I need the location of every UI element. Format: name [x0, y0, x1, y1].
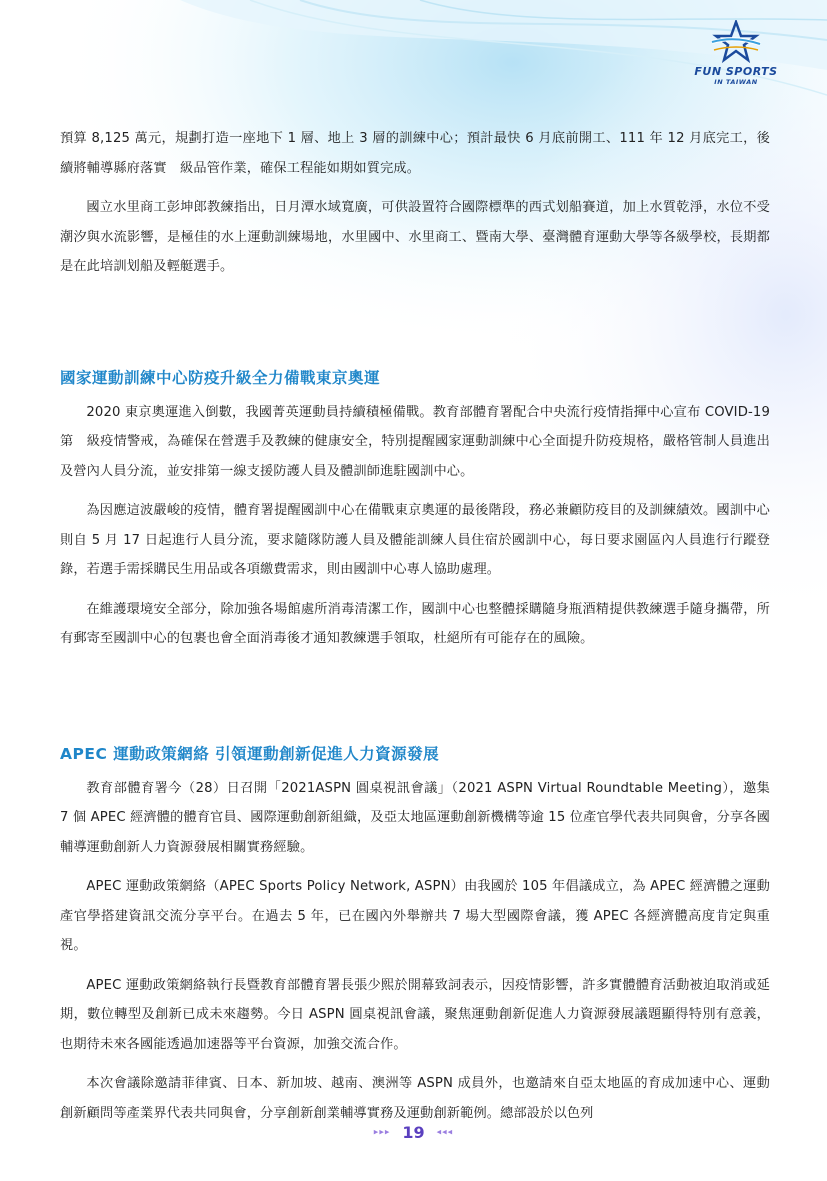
- paragraph-director-speech: APEC 運動政策網絡執行長暨教育部體育署長張少熙於開幕致詞表示，因疫情影響，許多實體體育活動被迫取消或延期，數位轉型及創新已成未來趨勢。今日 ASPN 圓桌視訊會議，聚焦運動創新促進人力資源發展議題顯得特別有意義，也期待未來各國能透過加速器等平台資源，加強交流合作。: [60, 977, 770, 1052]
- page-footer: [0, 1122, 827, 1142]
- section-heading-apec: APEC 運動政策網絡 引領運動創新促進人力資源發展: [60, 744, 440, 763]
- paragraph-epidemic-response: 為因應這波嚴峻的疫情，體育署提醒國訓中心在備戰東京奧運的最後階段，務必兼顧防疫目的及訓練績效。國訓中心則自 5 月 17 日起進行人員分流，要求隨隊防護人員及體能訓練人員住宿於國訓中心，每日要求園區內人員進行行蹤登錄，若選手需採購民生用品或各項繳費需求，則由國訓中心專人協助處理。: [60, 503, 770, 577]
- section-heading-training-center: 國家運動訓練中心防疫升級全力備戰東京奧運: [60, 368, 381, 387]
- paragraph-budget: 預算 8,125 萬元，規劃打造一座地下 1 層、地上 3 層的訓練中心；預計最快 6 月底前開工、111 年 12 月底完工，後續將輔導縣府落實 級品管作業，確保工程能如期如質完成。: [60, 131, 770, 176]
- paragraph-participants: 本次會議除邀請菲律賓、日本、新加坡、越南、澳洲等 ASPN 成員外，也邀請來自亞太地區的育成加速中心、運動創新顧問等產業界代表共同與會，分享創新創業輔導實務及運動創新範例。總部設於以色列: [60, 1076, 770, 1121]
- logo-text-fun-sports: FUN SPORTS: [694, 65, 778, 78]
- arrows-left-icon: ▸▸▸: [373, 1127, 391, 1138]
- star-runner-icon: [708, 20, 764, 66]
- paragraph-aspn-meeting: 教育部體育署今（28）日召開「2021ASPN 圓桌視訊會議」（2021 ASPN Virtual Roundtable Meeting），邀集 7 個 APEC 經濟體的體育官員、國際運動創新組織，及亞太地區運動創新機構等逾 15 位產官學代表共同與會，分享各國輔導運動創新人力資源發展相關實務經驗。: [60, 780, 770, 855]
- fun-sports-logo: [686, 20, 786, 92]
- paragraph-coach-statement: 國立水里商工彭坤郎教練指出，日月潭水域寬廣，可供設置符合國際標準的西式划船賽道，加上水質乾淨，水位不受潮汐與水流影響，是極佳的水上運動訓練場地，水里國中、水里商工、暨南大學、臺灣體育運動大學等各級學校，長期都是在此培訓划船及輕艇選手。: [60, 200, 770, 274]
- article-body: [60, 124, 770, 1138]
- paragraph-aspn-background: APEC 運動政策網絡（APEC Sports Policy Network, ASPN）由我國於 105 年倡議成立，為 APEC 經濟體之運動產官學搭建資訊交流分享平台。在過去 5 年，已在國內外舉辦共 7 場大型國際會議，獲 APEC 各經濟體高度肯定與重視。: [60, 879, 770, 953]
- logo-text-in-taiwan: IN TAIWAN: [714, 78, 758, 86]
- arrows-right-icon: ◂◂◂: [436, 1127, 454, 1138]
- paragraph-tokyo-olympics: 2020 東京奧運進入倒數，我國菁英運動員持續積極備戰。教育部體育署配合中央流行疫情指揮中心宣布 COVID-19 第 級疫情警戒，為確保在營選手及教練的健康安全，特別提醒國家運動訓練中心全面提升防疫規格，嚴格管制人員進出及營內人員分流，並安排第一線支援防護人員及體訓師進駐國訓中心。: [60, 404, 770, 479]
- paragraph-environment-safety: 在維護環境安全部分，除加強各場館處所消毒清潔工作，國訓中心也整體採購隨身瓶酒精提供教練選手隨身攜帶，所有郵寄至國訓中心的包裹也會全面消毒後才通知教練選手領取，杜絕所有可能存在的風險。: [60, 601, 770, 646]
- page-number: 19: [402, 1123, 425, 1142]
